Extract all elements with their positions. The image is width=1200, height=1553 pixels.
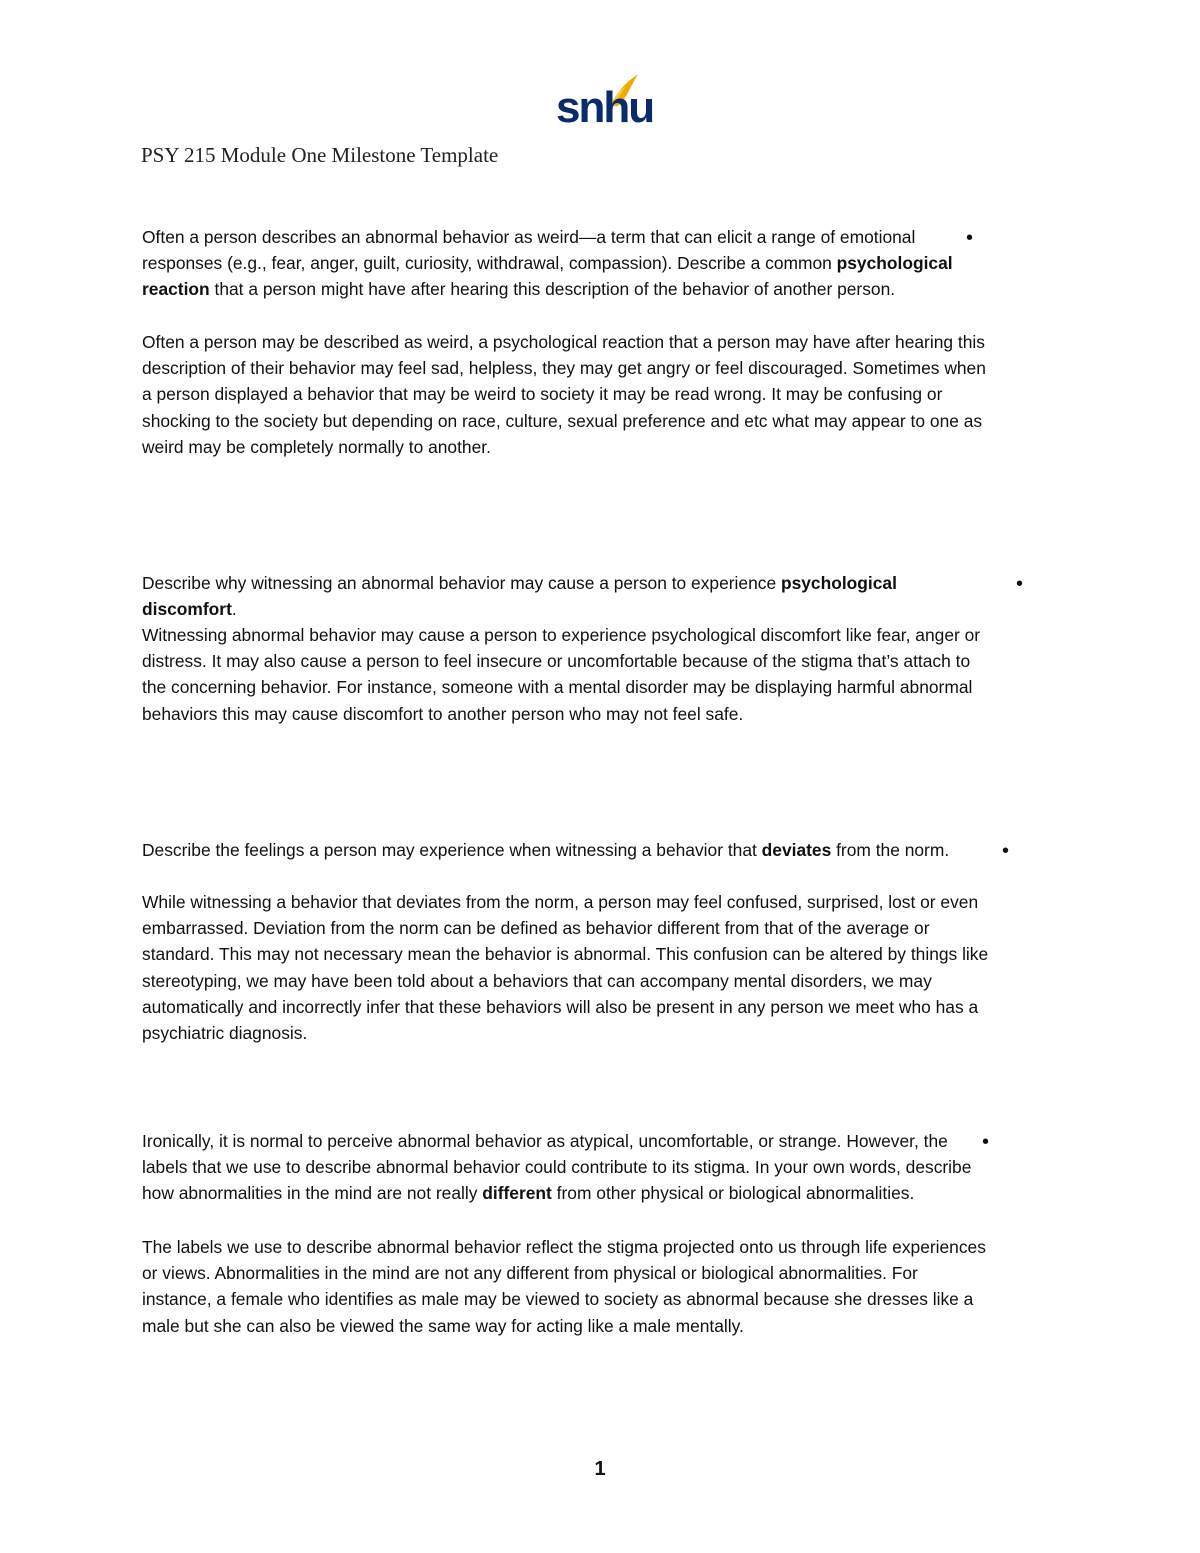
question-2-text: Describe why witnessing an abnormal behavior may cause a person to experience — [142, 573, 781, 593]
question-4-keyword: different — [482, 1183, 552, 1204]
question-4-text: Ironically, it is normal to perceive abnormal behavior as atypical, uncomfortable, or strange. However, the labels that we use to describe abnormal behavior could contribute to its stigma. In your own words, describe how abnormalities in the mind are not really — [142, 1131, 972, 1204]
snhu-logo — [552, 72, 654, 132]
question-2-text-end: . — [231, 599, 237, 620]
question-3-text-end: from the norm. — [831, 840, 950, 860]
bullet-icon: • — [1002, 840, 1010, 862]
logo-wordmark: snhu — [556, 83, 654, 132]
answer-2: Witnessing abnormal behavior may cause a person to experience psychological discomfort like fear, anger or distress. It may also cause a person to feel insecure or uncomfortable because of the stigma that’s attach to the concerning behavior. For instance, someone with a mental disorder may be displaying harmful abnormal behaviors this may cause discomfort to another person who may not feel safe. — [142, 625, 981, 724]
question-1-text: Often a person describes an abnormal behavior as weird—a term that can elicit a range of emotional responses (e.g., fear, anger, guilt, curiosity, withdrawal, compassion). Describe a common — [142, 227, 916, 274]
question-2-keyword: psychological discomfort — [142, 573, 897, 620]
question-1-keyword: psychological reaction — [142, 253, 953, 300]
question-1 — [142, 224, 992, 303]
answer-4: The labels we use to describe abnormal behavior reflect the stigma projected onto us through life experiences or views. Abnormalities in the mind are not any different from physical or biological abnormalities. For instance, a female who identifies as male may be viewed to society as abnormal because she dresses like a male but she can also be viewed the same way for acting like a male mentally. — [142, 1237, 986, 1336]
page-number: 1 — [594, 1458, 606, 1480]
question-3-text: Describe the feelings a person may experience when witnessing a behavior that — [142, 840, 762, 860]
question-4-text-end: from other physical or biological abnormalities. — [551, 1183, 915, 1204]
question-3 — [142, 837, 992, 863]
question-2 — [142, 570, 992, 622]
bullet-icon: • — [1016, 573, 1024, 595]
answer-1: Often a person may be described as weird, a psychological reaction that a person may have after hearing this description of their behavior may feel sad, helpless, they may get angry or feel discouraged. Sometimes when a person displayed a behavior that may be weird to society it may be read wrong. It may be confusing or shocking to the society but depending on race, culture, sexual preference and etc what may appear to one as weird may be completely normally to another. — [142, 332, 986, 457]
bullet-icon: • — [966, 227, 974, 249]
bullet-icon: • — [982, 1131, 990, 1153]
question-4 — [142, 1128, 992, 1207]
question-3-keyword: deviates — [761, 840, 832, 860]
answer-3: While witnessing a behavior that deviates from the norm, a person may feel confused, surprised, lost or even embarrassed. Deviation from the norm can be defined as behavior different from that of the average or standard. This may not necessary mean the behavior is abnormal. This confusion can be altered by things like stereotyping, we may have been told about a behaviors that can accompany mental disorders, we may automatically and incorrectly infer that these behaviors will also be present in any person we meet who has a psychiatric diagnosis. — [142, 892, 989, 1044]
question-1-text-end: that a person might have after hearing this description of the behavior of another person. — [209, 279, 896, 300]
document-title: PSY 215 Module One Milestone Template — [141, 143, 499, 167]
